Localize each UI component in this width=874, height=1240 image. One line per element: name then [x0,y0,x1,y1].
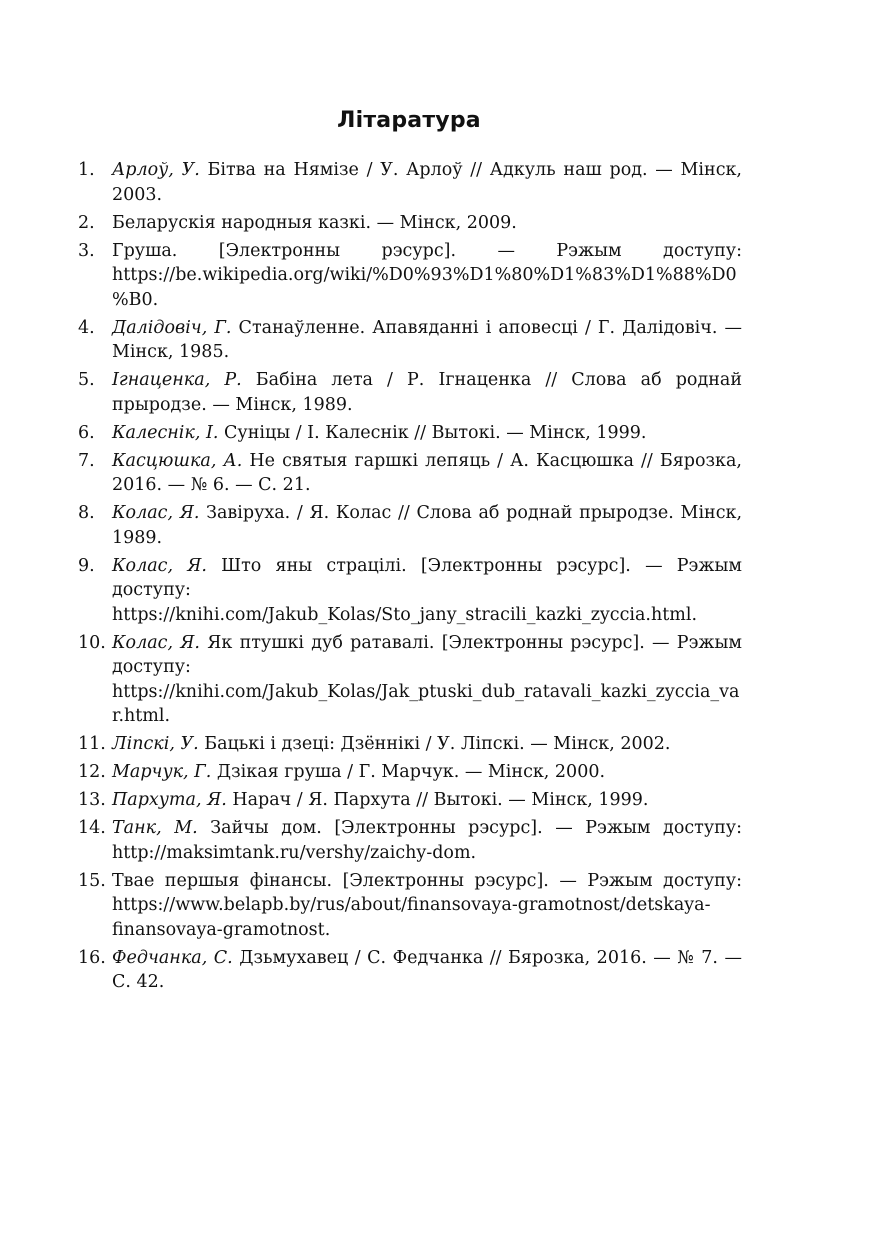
reference-item [76,239,742,313]
reference-text: Беларускія народныя казкі. — Мінск, 2009. [112,212,517,233]
reference-item [76,816,742,865]
reference-text: Груша. [Электронны рэсурс]. — Рэжым доступу: https://be.wikipedia.org/wiki/%D0%93%D1%80%D1%83%D1%88%D0%B0. [112,240,742,310]
reference-author: Далідовіч, Г. [112,317,232,338]
reference-text: Бацькі і дзеці: Дзённікі / У. Ліпскі. — Мінск, 2002. [198,734,671,754]
reference-author: Касцюшка, А. [112,450,243,471]
document-page [76,108,742,998]
reference-author: Ігнаценка, Р. [112,370,242,390]
reference-item [76,732,742,757]
reference-text: Бабіна лета / Р. Ігнаценка // Слова аб роднай прыродзе. — Мінск, 1989. [112,370,742,415]
reference-text: Завіруха. / Я. Колас // Слова аб роднай прыродзе. Мінск, 1989. [112,503,743,548]
reference-text: Што яны страцілі. [Электронны рэсурс]. — Рэжым доступу: https://knihi.com/Jakub_Kolas/Sto_jany_stracili_kazki_zyccia.html. [112,555,742,625]
reference-author: Федчанка, С. [112,947,233,968]
reference-author: Колас, Я. [112,555,207,576]
reference-number: 10. [78,632,106,653]
reference-author: Колас, Я. [112,632,200,653]
reference-item [76,788,742,813]
reference-author: Калеснік, І. [112,422,219,443]
reference-item [76,869,742,943]
reference-item [76,554,742,628]
reference-item [76,368,742,417]
reference-item [76,211,742,236]
reference-list [76,158,742,995]
reference-number: 8. [78,503,95,523]
reference-author: Танк, М. [112,818,198,838]
reference-author: Арлоў, У. [112,160,200,180]
reference-number: 15. [78,870,106,891]
reference-text: Суніцы / І. Калеснік // Вытокі. — Мінск, 1999. [218,422,647,443]
reference-text: Бітва на Нямізе / У. Арлоў // Адкуль наш род. — Мінск, 2003. [112,160,742,205]
reference-item [76,158,742,207]
page-title: Літаратура [337,108,481,133]
reference-item [76,316,742,365]
reference-item [76,946,742,995]
reference-author: Пархута, Я. [112,790,227,810]
reference-number: 4. [78,317,95,338]
reference-text: Зайчы дом. [Электронны рэсурс]. — Рэжым доступу: http://maksimtank.ru/vershy/zaichy-dom. [112,818,742,863]
reference-item [76,449,742,498]
reference-text: Нарач / Я. Пархута // Вытокі. — Мінск, 1999. [226,790,649,810]
reference-number: 6. [78,422,95,443]
reference-item [76,760,742,785]
reference-number: 11. [78,734,106,754]
reference-author: Марчук, Г. [112,762,212,782]
reference-number: 2. [78,212,95,233]
reference-item [76,421,742,446]
reference-number: 7. [78,450,95,471]
reference-author: Колас, Я. [112,503,200,523]
reference-number: 13. [78,790,106,810]
reference-text: Станаўленне. Апавяданні і аповесці / Г. Далідовіч. — Мінск, 1985. [112,317,742,362]
reference-author: Ліпскі, У. [112,734,199,754]
reference-number: 3. [78,240,95,261]
reference-item [76,501,742,550]
reference-number: 9. [78,555,95,576]
reference-number: 14. [78,818,106,838]
reference-text: Дзікая груша / Г. Марчук. — Мінск, 2000. [211,762,606,782]
reference-number: 5. [78,370,95,390]
reference-text: Дзьмухавец / С. Федчанка // Бярозка, 2016. — № 7. — С. 42. [112,947,742,992]
reference-item [76,631,742,729]
reference-text: Твае першыя фінансы. [Электронны рэсурс]. — Рэжым доступу: https://www.belapb.by/rus/about/finansovaya-gramotnost/detskaya-finansovaya-gramotnost. [112,870,742,940]
reference-number: 16. [78,947,106,968]
reference-text: Не святыя гаршкі лепяць / А. Касцюшка // Бярозка, 2016. — № 6. — С. 21. [112,450,742,495]
reference-number: 12. [78,762,106,782]
reference-text: Як птушкі дуб ратавалі. [Электронны рэсурс]. — Рэжым доступу: https://knihi.com/Jakub_Kolas/Jak_ptuski_dub_ratavali_kazki_zyccia_var.html. [112,632,743,726]
reference-number: 1. [78,160,95,180]
